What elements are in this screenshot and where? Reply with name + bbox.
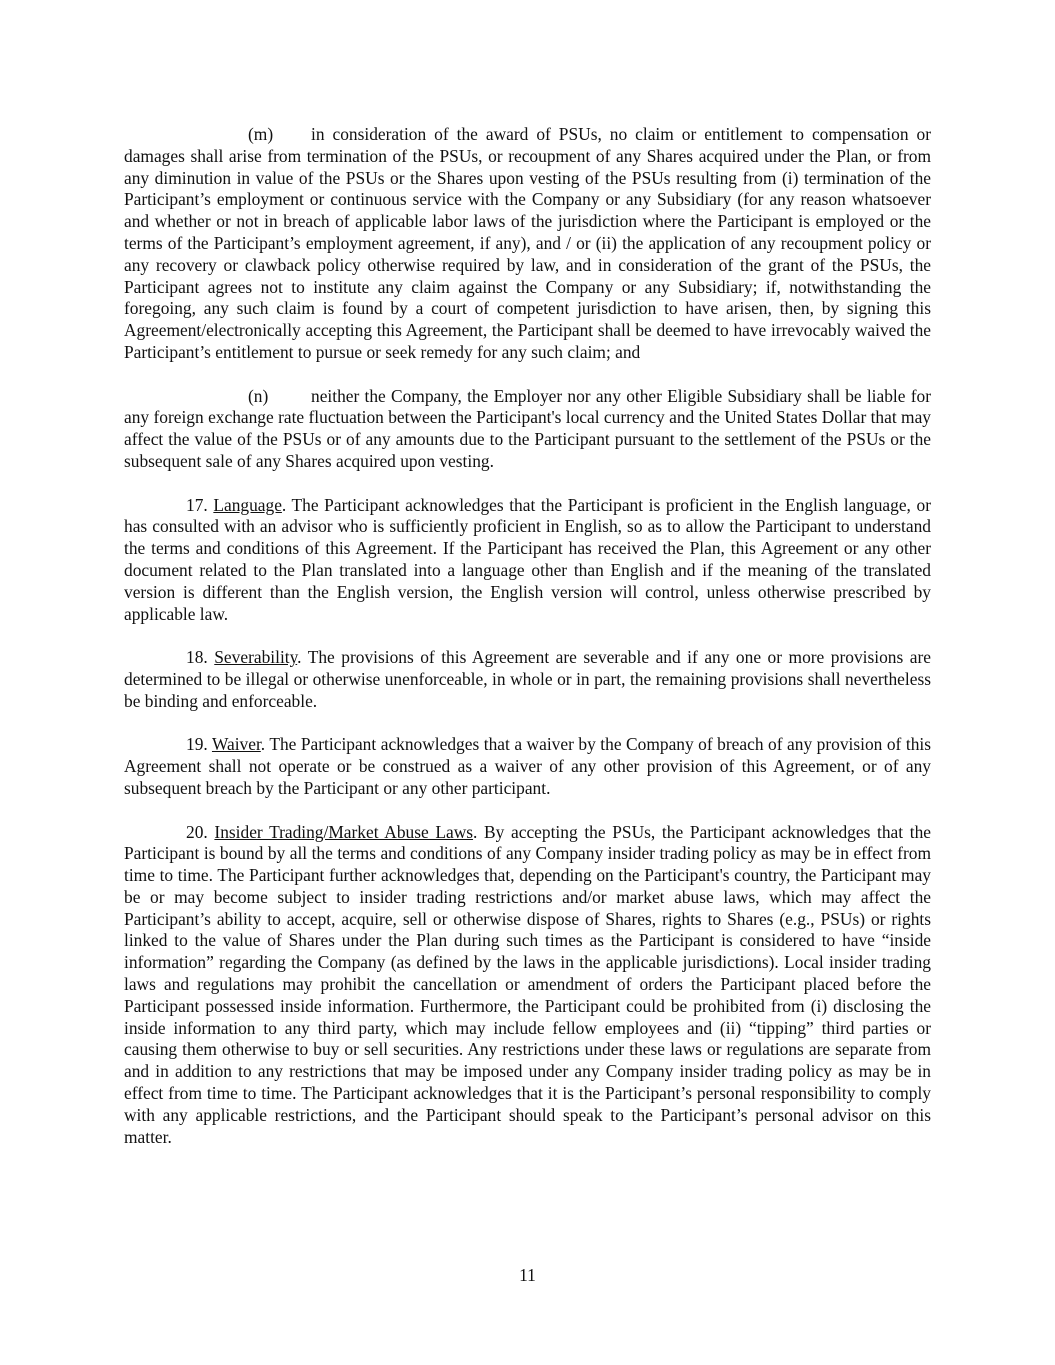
section-text: . The Participant acknowledges that the Participant is proficient in the English language, or has consulted with an advisor who is sufficiently proficient in English, so as to allow the Participant to understand the terms and conditions of this Agreement. If the Participant has received the Plan, this Agreement or any other document related to the Plan translated into a language other than English and if the meaning of the translated version is different than the English version, the English version will control, unless otherwise prescribed by applicable law. [124,494,931,624]
paragraph-m [124,124,931,364]
paragraph-text: neither the Company, the Employer nor any other Eligible Subsidiary shall be liable for any foreign exchange rate fluctuation between the Participant's local currency and the United States Dollar that may affect the value of the PSUs or of any amounts due to the Participant pursuant to the settlement of the PSUs or the subsequent sale of any Shares acquired upon vesting. [124,385,931,471]
paragraph-text: in consideration of the award of PSUs, no claim or entitlement to compensation or damages shall arise from termination of the PSUs, or recoupment of any Shares acquired under the Plan, or from any diminution in value of the PSUs or the Shares upon vesting of the PSUs resulting from (i) termination of the Participant’s employment or continuous service with the Company or any Subsidiary (for any reason whatsoever and whether or not in breach of applicable labor laws of the jurisdiction where the Participant is employed or the terms of the Participant’s employment agreement, if any), and / or (ii) the application of any recoupment policy or any recovery or clawback policy otherwise required by law, and in consideration of the grant of the PSUs, the Participant agrees not to institute any claim against the Company or any Subsidiary; if, notwithstanding the foregoing, any such claim is found by a court of competent jurisdiction to have arisen, then, by signing this Agreement/electronically accepting this Agreement, the Participant shall be deemed to have irrevocably waived the Participant’s entitlement to pursue or seek remedy for any such claim; and [124,124,931,362]
section-17-language [124,495,931,626]
section-20-insider-trading [124,822,931,1149]
section-number: 19. [186,734,208,755]
paragraph-n [124,386,931,473]
section-19-waiver [124,734,931,799]
section-text: . The Participant acknowledges that a waiver by the Company of breach of any provision of this Agreement shall not operate or be construed as a waiver of any other provision of this Agreement, or of any subsequent breach by the Participant or any other participant. [124,734,931,798]
section-number: 20. [186,821,208,842]
section-text: . By accepting the PSUs, the Participant acknowledges that the Participant is bound by all the terms and conditions of any Company insider trading policy as may be in effect from time to time. The Participant further acknowledges that, depending on the Participant's country, the Participant may be or may become subject to insider trading restrictions and/or market abuse laws, which may affect the Participant’s ability to accept, acquire, sell or otherwise dispose of Shares, rights to Shares (e.g., PSUs) or rights linked to the value of Shares under the Plan during such times as the Participant is considered to have “inside information” regarding the Company (as defined by the laws in the applicable jurisdictions). Local insider trading laws and regulations may prohibit the cancellation or amendment of orders the Participant placed before the Participant possessed inside information. Furthermore, the Participant could be prohibited from (i) disclosing the inside information to any third party, which may include fellow employees and (ii) “tipping” third parties or causing them otherwise to buy or sell securities. Any restrictions under these laws or regulations are separate from and in addition to any restrictions that may be imposed under any Company insider trading policy as may be in effect from time to time. The Participant acknowledges that it is the Participant’s personal responsibility to comply with any applicable restrictions, and the Participant should speak to the Participant’s personal advisor on this matter. [124,821,931,1147]
section-heading: Insider Trading/Market Abuse Laws [214,821,474,842]
section-heading: Severability [214,647,298,668]
section-number: 18. [186,647,208,668]
section-18-severability [124,647,931,712]
paragraph-marker: (n) [248,385,269,406]
section-heading: Waiver [211,734,261,755]
page-number: 11 [519,1265,536,1285]
section-text: . The provisions of this Agreement are severable and if any one or more provisions are determined to be illegal or otherwise unenforceable, in whole or in part, the remaining provisions shall nevertheless be binding and enforceable. [124,647,931,711]
document-page [124,124,931,1170]
paragraph-marker: (m) [248,124,274,144]
section-heading: Language [213,494,282,515]
section-number: 17. [186,494,208,515]
